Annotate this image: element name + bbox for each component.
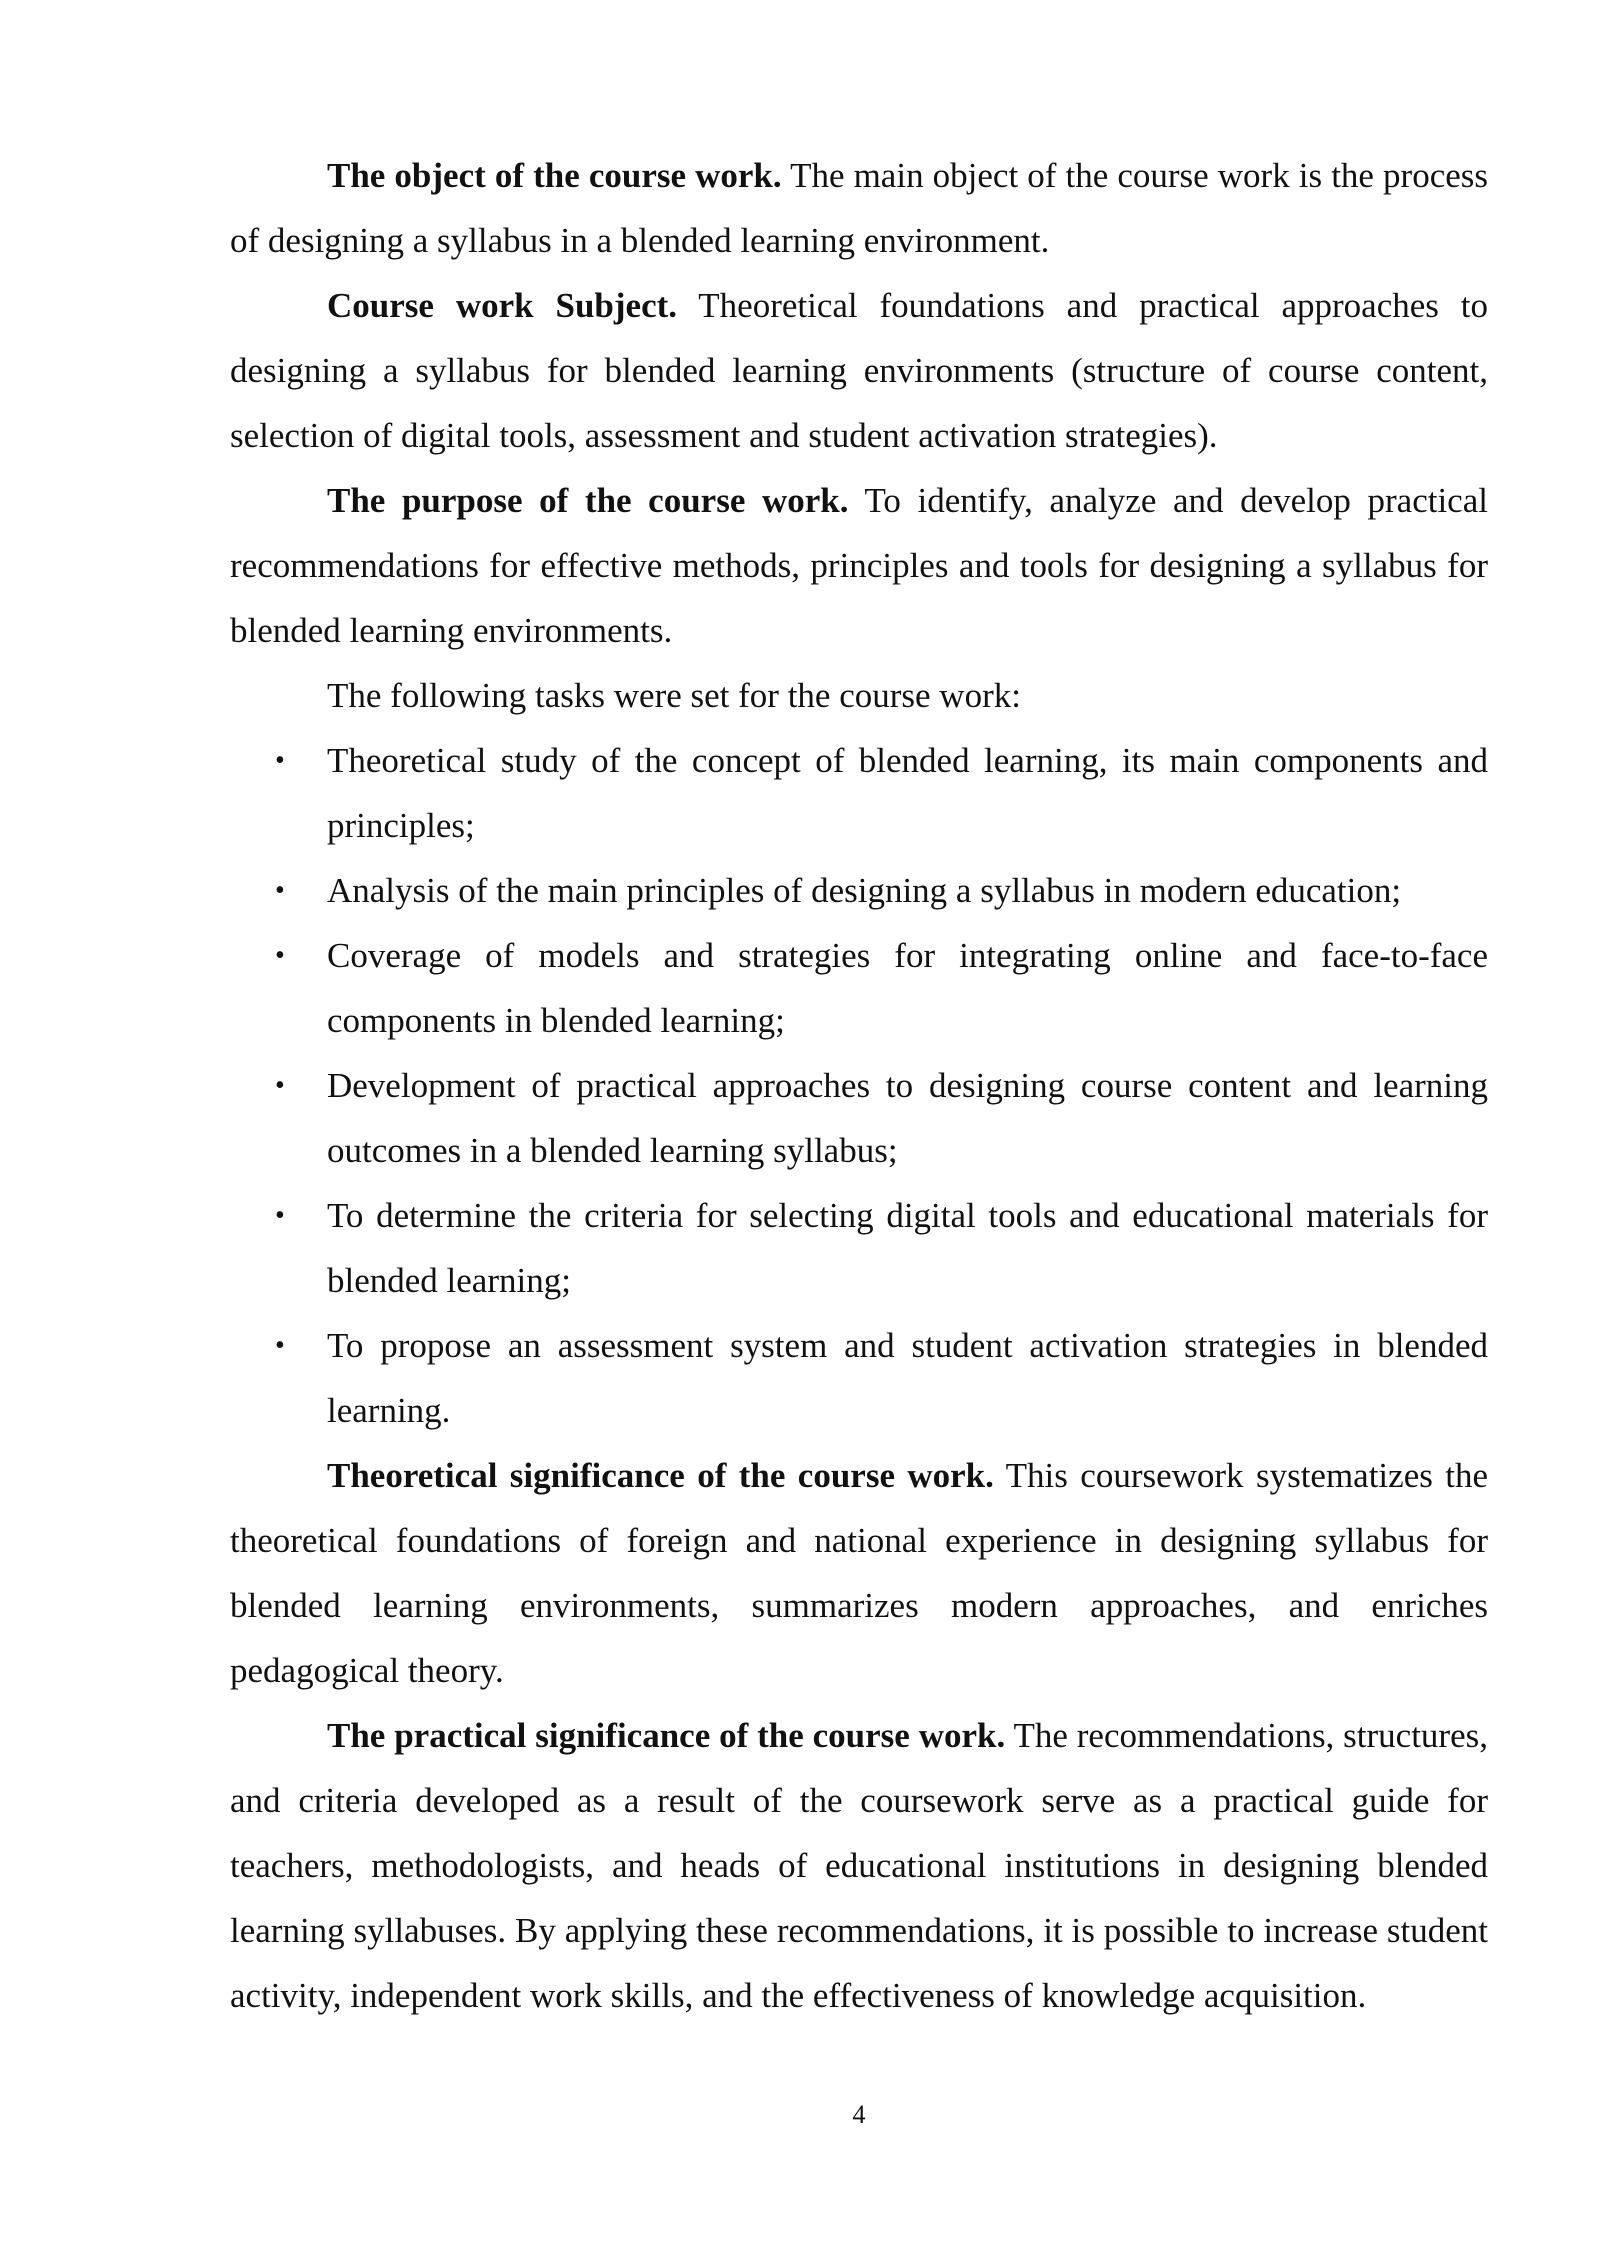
object-text: The main object of the course work is the process of designing a syllabus in a blended learning environment. [230, 156, 1489, 260]
bullet-icon: • [275, 745, 285, 776]
object-paragraph [230, 143, 1488, 273]
list-item-text: Theoretical study of the concept of blended learning, its main components and principles; [327, 741, 1488, 845]
purpose-heading: The purpose of the course work. [327, 481, 849, 520]
purpose-paragraph [230, 468, 1488, 663]
practical-text: The recommendations, structures, and criteria developed as a result of the coursework serve as a practical guide for teachers, methodologists, and heads of educational institutions in designing blended learning syllabuses. By applying these recommendations, it is possible to increase student activity, independent work skills, and the effectiveness of knowledge acquisition. [230, 1716, 1488, 2015]
list-item [230, 858, 1488, 923]
page-number: 4 [852, 2100, 866, 2129]
list-item [230, 1313, 1488, 1443]
practical-paragraph [230, 1703, 1488, 2028]
list-item-text: Development of practical approaches to designing course content and learning outcomes in a blended learning syllabus; [327, 1066, 1488, 1170]
subject-text: Theoretical foundations and practical approaches to designing a syllabus for blended learning environments (structure of course content, selection of digital tools, assessment and student activation strategies). [230, 286, 1488, 455]
bullet-icon: • [275, 875, 285, 906]
bullet-icon: • [275, 1070, 285, 1101]
task-list [230, 728, 1488, 1443]
theoretical-paragraph [230, 1443, 1488, 1703]
list-item-text: To determine the criteria for selecting digital tools and educational materials for blended learning; [327, 1196, 1488, 1300]
list-item-text: Coverage of models and strategies for integrating online and face-to-face components in blended learning; [327, 936, 1488, 1040]
list-item [230, 1053, 1488, 1183]
subject-heading: Course work Subject. [327, 286, 678, 325]
theoretical-text: This coursework systematizes the theoretical foundations of foreign and national experience in designing syllabus for blended learning environments, summarizes modern approaches, and enriches pedagogical theory. [230, 1456, 1488, 1690]
subject-paragraph [230, 273, 1488, 468]
practical-heading: The practical significance of the course work. [327, 1716, 1006, 1755]
list-item [230, 923, 1488, 1053]
object-heading: The object of the course work. [327, 156, 782, 195]
bullet-icon: • [275, 940, 285, 971]
body-text [230, 143, 1488, 2028]
bullet-icon: • [275, 1200, 285, 1231]
theoretical-heading: Theoretical significance of the course work. [327, 1456, 994, 1495]
list-item [230, 1183, 1488, 1313]
tasks-intro: The following tasks were set for the course work: [327, 676, 1021, 715]
list-item [230, 728, 1488, 858]
bullet-icon: • [275, 1330, 285, 1361]
list-item-text: To propose an assessment system and student activation strategies in blended learning. [327, 1326, 1488, 1430]
list-item-text: Analysis of the main principles of designing a syllabus in modern education; [327, 871, 1402, 910]
purpose-text: To identify, analyze and develop practical recommendations for effective methods, principles and tools for designing a syllabus for blended learning environments. [230, 481, 1488, 650]
